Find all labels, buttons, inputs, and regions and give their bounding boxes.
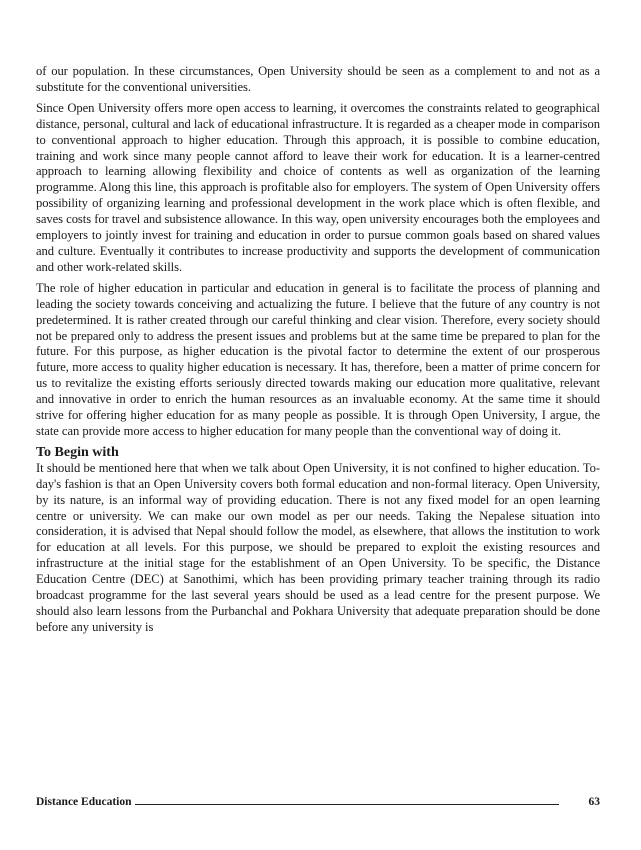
paragraph-1: of our population. In these circumstances, Open University should be seen as a complement to and not as a substitute for the conventional universities. — [36, 64, 600, 94]
page-footer — [36, 796, 600, 808]
footer-title: Distance Education — [36, 796, 132, 808]
section-heading: To Begin with — [36, 444, 119, 460]
paragraph-4: It should be mentioned here that when we talk about Open University, it is not confined to higher education. To-day's fashion is that an Open University covers both formal education and non-formal literacy. Open University, by its nature, is an informal way of providing education. There is not any fixed model for an open learning centre or university. We can make our own model as per our needs. Taking the Nepalese situation into consideration, it is advised that Nepal should follow the model, as elsewhere, that allows the institution to work for education at all levels. For this purpose, we should be prepared to exploit the existing resources and infrastructure at the initial stage for the establishment of an Open University. To be specific, the Distance Education Centre (DEC) at Sanothimi, which has been providing primary teacher training through its radio broadcast programme for the last several years should be used as a lead centre for the present purpose. We should also learn lessons from the Purbanchal and Pokhara University that adequate preparation should be done before any university is — [36, 460, 600, 634]
page-number: 63 — [588, 796, 600, 808]
footer-rule — [135, 804, 559, 805]
paragraph-3: The role of higher education in particular and education in general is to facilitate the process of planning and leading the society towards conceiving and actualizing the future. I believe that the future of any country is not predetermined. It is rather created through our careful thinking and clear vision. Therefore, every society should not be prepared only to address the present issues and problems but at the same time be prepared to plan for the future. For this purpose, as higher education is the pivotal factor to determine the extent of our prosperous future, more access to quality higher education is necessary. It has, therefore, been a matter of prime concern for us to revitalize the existing efforts seriously directed towards making our education more qualitative, relevant and innovative in order to enrich the human resources as an invaluable economy. At the same time it should strive for offering higher education for as many people as possible. It is through Open University, I argue, the state can provide more access to higher education for many people than the conventional way of doing it. — [36, 280, 600, 438]
paragraph-2: Since Open University offers more open access to learning, it overcomes the constraints related to geographical distance, personal, cultural and lack of educational infrastructure. It is regarded as a cheaper mode in comparison to conventional approach to higher education. Through this approach, it is possible to combine education, training and work since many people cannot afford to leave their work for education. It is a learner-centred approach to learning allowing flexibility and choice of contents as well as organization of the learning programme. Along this line, this approach is profitable also for employers. The system of Open University offers possibility of organizing learning and professional development in the work place which is often flexible, and saves costs for travel and subsistence allowance. In this way, open university encourages both the employees and employers to jointly invest for training and education in order to pursue common goals based on shared values and culture. Eventually it contributes to increase productivity and supports the development of communication and other work-related skills. — [36, 100, 600, 274]
page-body — [36, 64, 600, 641]
